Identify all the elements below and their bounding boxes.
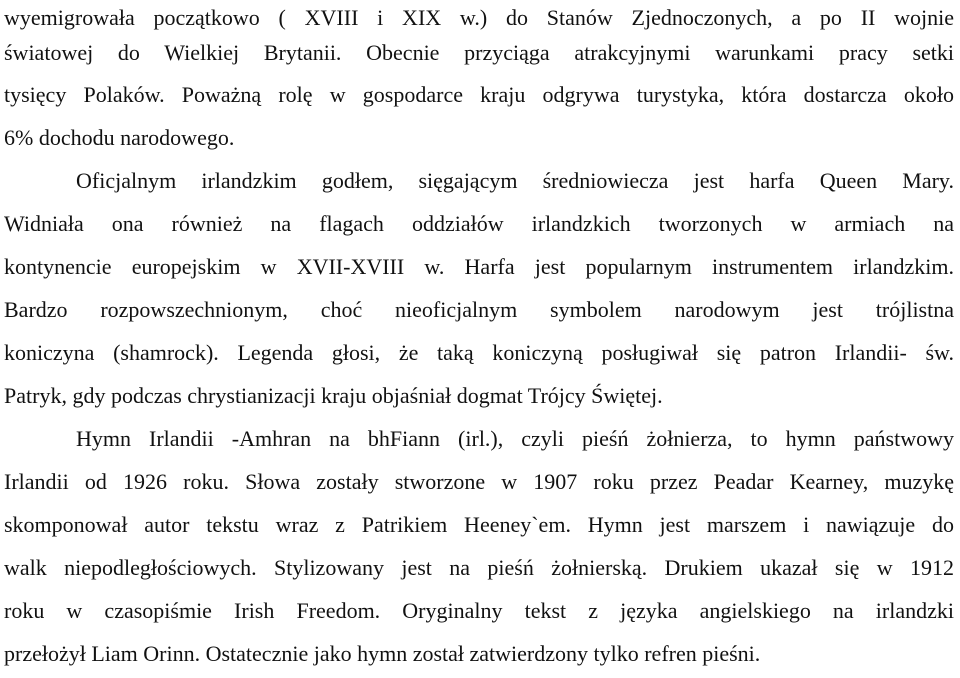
paragraph-first-line: Oficjalnym irlandzkim godłem, sięgającym średniowiecza jest harfa Queen Mary. bbox=[76, 168, 954, 193]
text-line: światowej do Wielkiej Brytanii. Obecnie przyciąga atrakcyjnymi warunkami pracy setki bbox=[4, 40, 954, 65]
text-line: przełożył Liam Orinn. Ostatecznie jako hymn został zatwierdzony tylko refren pieśni. bbox=[4, 641, 761, 666]
text-line: tysięcy Polaków. Poważną rolę w gospodarce kraju odgrywa turystyka, która dostarcza około bbox=[4, 82, 954, 107]
text-line: skomponował autor tekstu wraz z Patrikiem Heeney`em. Hymn jest marszem i nawiązuje do bbox=[4, 512, 954, 537]
text-line: kontynencie europejskim w XVII-XVIII w. Harfa jest popularnym instrumentem irlandzkim. bbox=[4, 254, 954, 279]
text-line: wyemigrowała początkowo ( XVIII i XIX w.) do Stanów Zjednoczonych, a po II wojnie bbox=[4, 5, 954, 30]
text-line: walk niepodległościowych. Stylizowany jest na pieśń żołnierską. Drukiem ukazał się w 1912 bbox=[4, 555, 954, 580]
text-line: 6% dochodu narodowego. bbox=[4, 125, 235, 150]
text-line: Widniała ona również na flagach oddziałów irlandzkich tworzonych w armiach na bbox=[4, 211, 954, 236]
text-line: Irlandii od 1926 roku. Słowa zostały stworzone w 1907 roku przez Peadar Kearney, muzykę bbox=[4, 469, 954, 494]
text-line: koniczyna (shamrock). Legenda głosi, że taką koniczyną posługiwał się patron Irlandii- św. bbox=[4, 340, 954, 365]
paragraph-first-line: Hymn Irlandii -Amhran na bhFiann (irl.), czyli pieśń żołnierza, to hymn państwowy bbox=[76, 426, 954, 451]
text-line: roku w czasopiśmie Irish Freedom. Oryginalny tekst z języka angielskiego na irlandzki bbox=[4, 598, 954, 623]
text-line: Bardzo rozpowszechnionym, choć nieoficjalnym symbolem narodowym jest trójlistna bbox=[4, 297, 954, 322]
text-line: Patryk, gdy podczas chrystianizacji kraju objaśniał dogmat Trójcy Świętej. bbox=[4, 383, 663, 408]
